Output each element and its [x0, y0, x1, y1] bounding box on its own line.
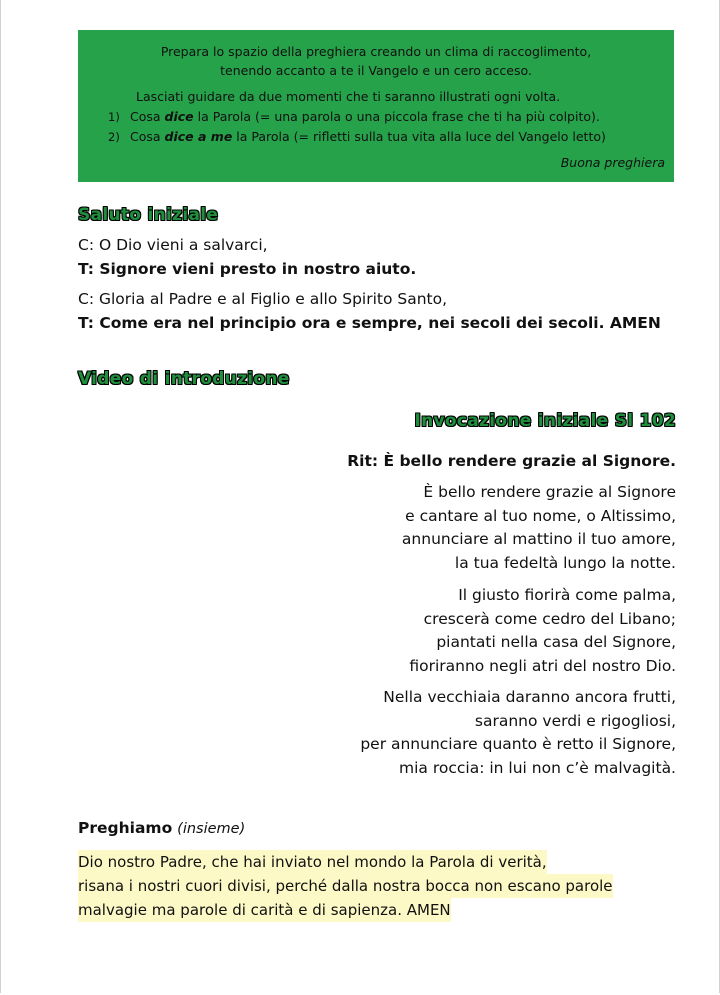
list-text-post: la Parola (= rifletti sulla tua vita alla luce del Vangelo letto): [232, 129, 606, 144]
list-text-pre: Cosa: [130, 109, 165, 124]
list-number: 1): [108, 110, 120, 124]
list-text-pre: Cosa: [130, 129, 165, 144]
list-text-post: la Parola (= una parola o una piccola frase che ti ha più colpito).: [193, 109, 600, 124]
intro-list-item-2: [108, 129, 606, 144]
verse-line: per annunciare quanto è retto il Signore,: [360, 735, 676, 753]
verse-line: annunciare al mattino il tuo amore,: [401, 530, 676, 548]
preghiamo-title: Preghiamo: [78, 819, 173, 837]
list-number: 2): [108, 130, 120, 144]
prayer-line: malvagie ma parole di carità e di sapienza. AMEN: [78, 898, 451, 922]
verse-line: Il giusto fiorirà come palma,: [458, 586, 676, 604]
verse-line: Nella vecchiaia daranno ancora frutti,: [383, 688, 676, 706]
prayer-line: risana i nostri cuori divisi, perché dalla nostra bocca non escano parole: [78, 874, 613, 898]
verse-line: piantati nella casa del Signore,: [436, 633, 676, 651]
verse-line: crescerà come cedro del Libano;: [423, 609, 676, 628]
list-text-emphasis: dice a me: [164, 129, 233, 144]
saluto-t1: T: Signore vieni presto in nostro aiuto.: [78, 260, 417, 278]
saluto-c2: C: Gloria al Padre e al Figlio e allo Spirito Santo,: [78, 290, 448, 308]
stanza-3: [360, 686, 676, 780]
verse-line: È bello rendere grazie al Signore: [423, 483, 676, 501]
saluto-t2: T: Come era nel principio ora e sempre, nei secoli dei secoli. AMEN: [78, 314, 661, 332]
verse-line: la tua fedeltà lungo la notte.: [454, 553, 676, 572]
intro-signoff: Buona preghiera: [560, 155, 665, 170]
preghiamo-label: [78, 819, 245, 837]
heading-video: Video di introduzione: [78, 369, 290, 389]
list-text-emphasis: dice: [164, 109, 194, 124]
preghiamo-note: (insieme): [177, 821, 246, 837]
intro-line-3: Lasciati guidare da due momenti che ti saranno illustrati ogni volta.: [136, 89, 561, 104]
heading-saluto: Saluto iniziale: [78, 205, 219, 225]
intro-list-item-1: [108, 109, 600, 124]
intro-line-2: tenendo accanto a te il Vangelo e un cero acceso.: [220, 63, 532, 78]
prayer-line: Dio nostro Padre, che hai inviato nel mondo la Parola di verità,: [78, 850, 547, 874]
verse-line: mia roccia: in lui non c’è malvagità.: [399, 758, 676, 777]
intro-line-1: Prepara lo spazio della preghiera creando un clima di raccoglimento,: [160, 44, 592, 59]
intro-box: [78, 30, 674, 182]
verse-line: e cantare al tuo nome, o Altissimo,: [405, 506, 676, 525]
saluto-c1: C: O Dio vieni a salvarci,: [78, 236, 268, 254]
ritornello: Rit: È bello rendere grazie al Signore.: [347, 452, 676, 470]
stanza-2: [409, 584, 676, 678]
verse-line: saranno verdi e rigogliosi,: [474, 711, 676, 730]
prayer-text: [78, 850, 613, 922]
verse-line: fioriranno negli atri del nostro Dio.: [409, 656, 676, 675]
heading-invocazione: Invocazione iniziale Sl 102: [414, 411, 676, 431]
stanza-1: [402, 481, 676, 575]
